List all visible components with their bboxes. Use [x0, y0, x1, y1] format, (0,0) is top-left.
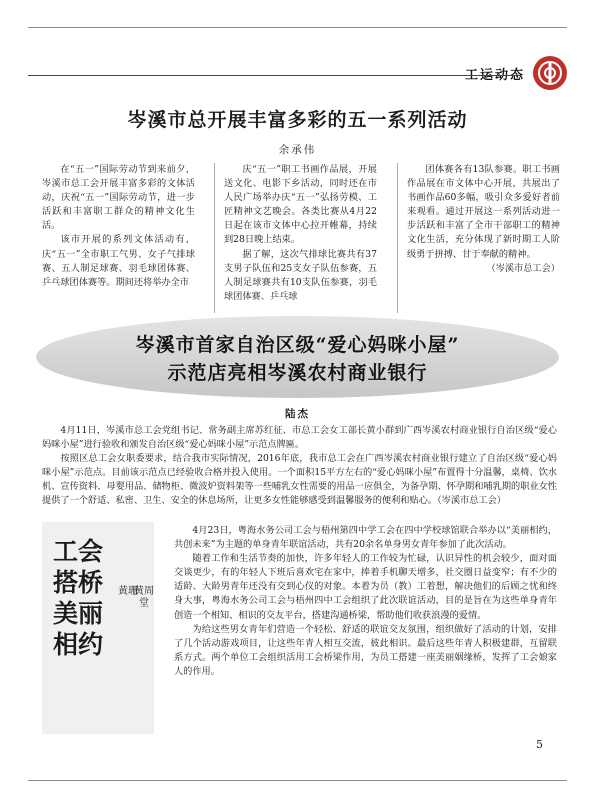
- column-divider: [397, 163, 398, 313]
- page-number: 5: [536, 738, 543, 751]
- article1-column-3: [407, 163, 560, 276]
- paragraph: 据了解，这次气排球比赛共有37支男子队伍和25支女子队伍参赛，五人制足球赛共有10支队伍参赛，羽毛球团体赛、乒乓球: [224, 248, 377, 302]
- article2-title-banner: [36, 316, 559, 398]
- article2-author: 陆杰: [285, 408, 310, 420]
- article3-body: [174, 524, 557, 679]
- paragraph: 该市开展的系列文体活动有，庆“五一”全市职工气男、女子气排球赛、五人制足球赛、羽毛球团体赛、乒乓球团体赛等。期间还将举办全市: [42, 234, 195, 288]
- column-divider: [214, 163, 215, 313]
- paragraph: 庆“五一”职工书画作品展，开展送文化、电影下乡活动，同时还在市人民广场举办庆“五一”弘扬劳模、工匠精神文艺晚会。各类比赛从4月22日起在该市文体中心拉开帷幕，持续到28日晚上结束。: [224, 164, 377, 246]
- trade-union-emblem-icon: [533, 56, 567, 90]
- article1-signature: （岑溪市总工会）: [486, 262, 560, 274]
- paragraph: 随着工作和生活节奏的加快，许多年轻人的工作较为忙碌，认识异性的机会较少，面对面交谈更少，有的年轻人下班后喜欢宅在家中，捧着手机聊天增多，社交圈日益变窄；有不少的适龄、大龄男青年还没有交到心仪的对象。本着为员（教）工着想，解决他们的后顾之忧和终身大事，粤海水务公司工会与梧州四中工会组织了此次联谊活动，目的是旨在为这些单身青年创造一个相知、相识的交友平台，搭建沟通桥梁，帮助他们收获浪漫的爱情。: [174, 553, 557, 621]
- paragraph: 在“五一”国际劳动节到来前夕，岑溪市总工会开展丰富多彩的文体活动，庆祝“五一”国际劳动节，进一步活跃和丰富职工群众的精神文化生活。: [42, 164, 195, 232]
- top-divider: [28, 27, 567, 28]
- paragraph: 为给这些男女青年们营造一个轻松、舒适的联谊交友氛围，组织做好了活动的计划，安排了几个活动游戏项目，让这些年青人相互交流，彼此相识。最后这些年青人积极建群，互留联系方式。两个单位工会组织活用工会桥梁作用，为员工搭建一座美丽姻缘桥，发挥了工会娘家人的作用。: [174, 623, 557, 677]
- article2-title-line1: 岑溪市首家自治区级“爱心妈咪小屋”: [135, 334, 460, 356]
- bottom-divider: [28, 780, 567, 781]
- section-header: [465, 57, 567, 89]
- article2-title-line2: 示范店亮相岑溪农村商业银行: [167, 362, 428, 384]
- article3-title: 工会搭桥美丽相约: [52, 537, 103, 659]
- header-divider: [28, 75, 521, 76]
- article1-author: 余承伟: [278, 144, 317, 156]
- article3-author-a: 黄珊: [118, 586, 138, 597]
- paragraph: 4月11日，岑溪市总工会党组书记、常务副主席苏红征、市总工会女工部长黄小群到广西岑溪农村商业银行自治区级“爱心妈咪小屋”进行验收和颁发自治区级“爱心妈咪小屋”示范点牌匾。: [42, 425, 557, 451]
- article2-body: [42, 424, 557, 509]
- article1-column-1: [42, 163, 195, 290]
- article3-title-panel: [42, 522, 154, 734]
- article1-title: 岑溪市总开展丰富多彩的五一系列活动: [127, 109, 468, 131]
- article1-column-2: [224, 163, 377, 304]
- paragraph: 4月23日，粤海水务公司工会与梧州第四中学工会在四中学校球馆联合举办以“美丽相约，共创未来”为主题的单身青年联谊活动，共有20余名单身男女青年参加了此次活动。: [174, 525, 557, 551]
- paragraph: 按照区总工会女职委要求，结合我市实际情况，2016年底，我市总工会在广西岑溪农村商业银行建立了自治区级“爱心妈咪小屋”示范点。目前该示范点已经验收合格并投入使用。一个面积15平方左右的“爱心妈咪小屋”布置得十分温馨，桌椅、饮水机、宣传资料、母婴用品、储物柜、微波炉资料架等一些哺乳女性需要的用品一应俱全，为备孕期、怀孕期和哺乳期的职业女性提供了一个舒适、私密、卫生、安全的休息场所，让更多女性能够感受到温馨服务的便利和贴心。（岑溪市总工会）: [42, 453, 557, 507]
- banner-oval-shape: [36, 316, 559, 398]
- section-title: 工运动态: [464, 67, 525, 83]
- paragraph: 团体赛各有13队参赛。职工书画作品展在市文体中心开展，共展出了书画作品60多幅，吸引众多爱好者前来观看。通过开展这一系列活动进一步活跃和丰富了全市干部职工的精神文化生活，充分体现了新时期工人阶级勇于拼搏、甘于奉献的精神。: [407, 164, 560, 260]
- article3-author-b: 黄周堂: [134, 586, 154, 609]
